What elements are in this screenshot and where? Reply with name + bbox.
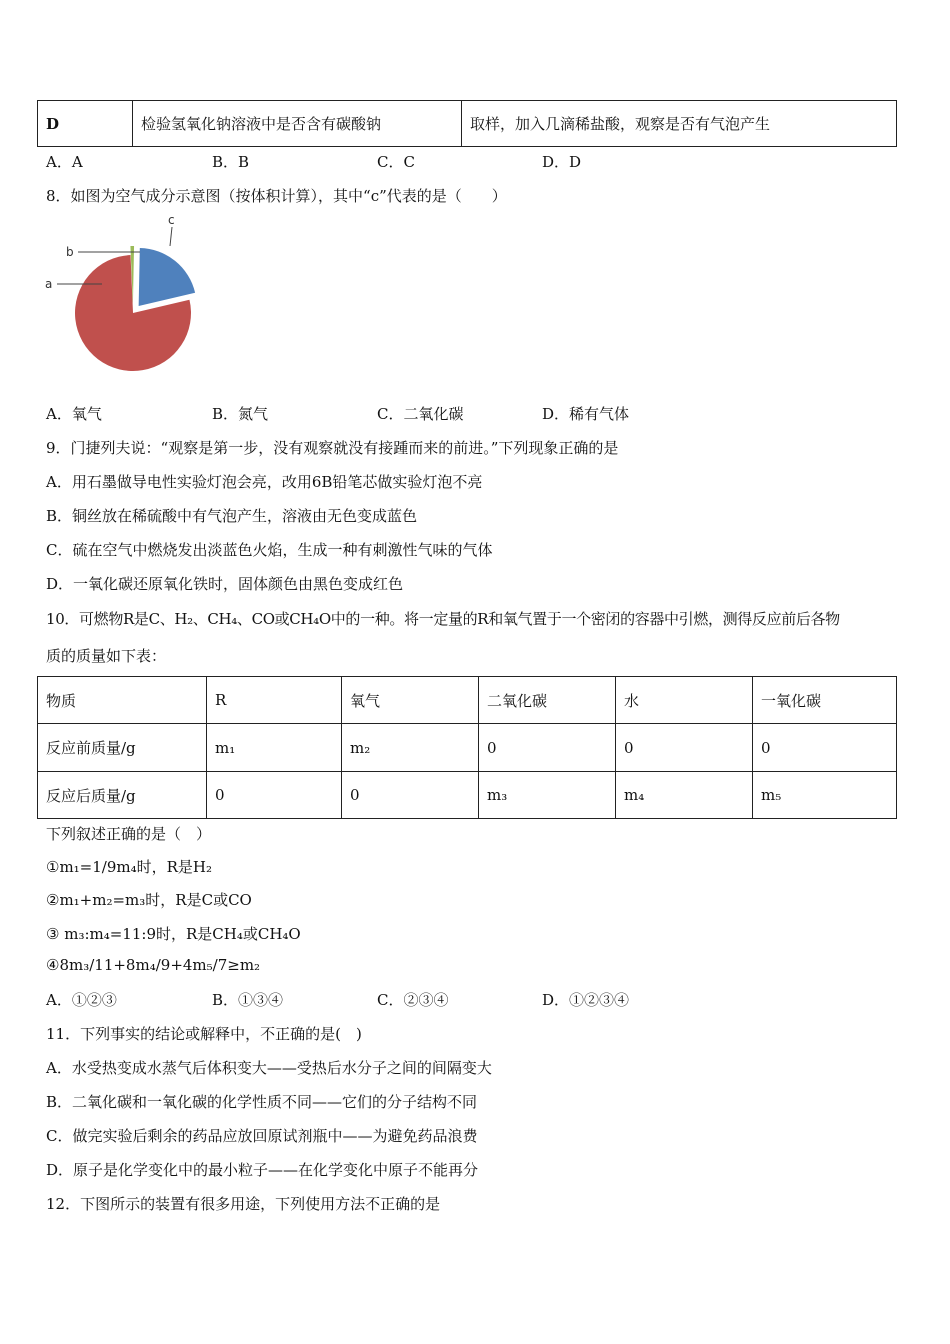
table-cell: 0	[342, 772, 479, 819]
q9-option[interactable]: D．一氧化碳还原氧化铁时，固体颜色由黑色变成红色	[46, 575, 404, 593]
q7-option[interactable]: D．D	[542, 153, 582, 171]
air-composition-pie-chart	[40, 210, 240, 390]
q8-stem: 8．如图为空气成分示意图（按体积计算），其中“c”代表的是（ ）	[46, 187, 507, 205]
table-cell: m₅	[753, 772, 897, 819]
q7-table	[37, 100, 897, 147]
q10-mass-table	[37, 676, 897, 819]
q7-cell: 取样，加入几滴稀盐酸，观察是否有气泡产生	[462, 101, 897, 147]
q8-option[interactable]: D．稀有气体	[542, 405, 630, 423]
q10-option[interactable]: D．①②③④	[542, 991, 630, 1009]
q8-option[interactable]: B．氮气	[212, 405, 269, 423]
q9-option[interactable]: B．铜丝放在稀硫酸中有气泡产生，溶液由无色变成蓝色	[46, 507, 418, 525]
q10-stem: 10．可燃物R是C、H₂、CH₄、CO或CH₄O中的一种。将一定量的R和氧气置于一个密闭的容器中引燃，测得反应前后各物	[46, 610, 840, 628]
q8-option[interactable]: C．二氧化碳	[377, 405, 464, 423]
table-cell: 0	[479, 724, 616, 772]
q7-option[interactable]: C．C	[377, 153, 415, 171]
q10-statement: ③ m₃:m₄=11:9时，R是CH₄或CH₄O	[46, 925, 301, 943]
q7-option[interactable]: A．A	[46, 153, 83, 171]
q10-statement: ②m₁+m₂=m₃时，R是C或CO	[46, 891, 252, 909]
q11-option[interactable]: D．原子是化学变化中的最小粒子——在化学变化中原子不能再分	[46, 1161, 479, 1179]
table-cell: m₂	[342, 724, 479, 772]
q11-option[interactable]: A．水受热变成水蒸气后体积变大——受热后水分子之间的间隔变大	[46, 1059, 492, 1077]
q12-stem: 12．下图所示的装置有很多用途，下列使用方法不正确的是	[46, 1195, 441, 1213]
q7-cell: D	[38, 101, 133, 147]
q10-statement: ①m₁=1/9m₄时，R是H₂	[46, 858, 213, 876]
q10-option[interactable]: A．①②③	[46, 991, 117, 1009]
q8-option[interactable]: A．氧气	[46, 405, 102, 423]
q9-option[interactable]: C．硫在空气中燃烧发出淡蓝色火焰，生成一种有刺激性气味的气体	[46, 541, 493, 559]
table-cell: 0	[616, 724, 753, 772]
q11-option[interactable]: C．做完实验后剩余的药品应放回原试剂瓶中——为避免药品浪费	[46, 1127, 478, 1145]
leader-line-c	[170, 227, 172, 246]
table-header: 一氧化碳	[753, 677, 897, 724]
table-header: 物质	[38, 677, 207, 724]
table-header: 水	[616, 677, 753, 724]
table-row	[38, 724, 897, 772]
table-cell: m₁	[207, 724, 342, 772]
pie-slice-c	[139, 248, 195, 306]
table-cell: 0	[753, 724, 897, 772]
q10-option[interactable]: C．②③④	[377, 991, 449, 1009]
q10-prompt: 下列叙述正确的是（ ）	[46, 825, 212, 843]
q7-option[interactable]: B．B	[212, 153, 250, 171]
q9-option[interactable]: A．用石墨做导电性实验灯泡会亮，改用6B铅笔芯做实验灯泡不亮	[46, 473, 483, 491]
q11-option[interactable]: B．二氧化碳和一氧化碳的化学性质不同——它们的分子结构不同	[46, 1093, 478, 1111]
table-cell: 0	[207, 772, 342, 819]
q10-option[interactable]: B．①③④	[212, 991, 284, 1009]
q10-statement: ④8m₃/11+8m₄/9+4m₅/7≥m₂	[46, 956, 261, 974]
table-cell: 反应前质量/g	[38, 724, 207, 772]
q11-stem: 11．下列事实的结论或解释中，不正确的是( )	[46, 1025, 362, 1043]
table-header: 氧气	[342, 677, 479, 724]
pie-label-c: c	[168, 213, 175, 227]
q9-stem: 9．门捷列夫说：“观察是第一步，没有观察就没有接踵而来的前进。”下列现象正确的是	[46, 439, 619, 457]
table-cell: m₃	[479, 772, 616, 819]
table-cell: m₄	[616, 772, 753, 819]
q10-stem-continued: 质的质量如下表：	[46, 647, 167, 665]
table-header: R	[207, 677, 342, 724]
table-row	[38, 772, 897, 819]
table-cell: 反应后质量/g	[38, 772, 207, 819]
table-header: 二氧化碳	[479, 677, 616, 724]
pie-label-b: b	[66, 245, 74, 259]
pie-label-a: a	[45, 277, 53, 291]
q7-cell: 检验氢氧化钠溶液中是否含有碳酸钠	[133, 101, 462, 147]
